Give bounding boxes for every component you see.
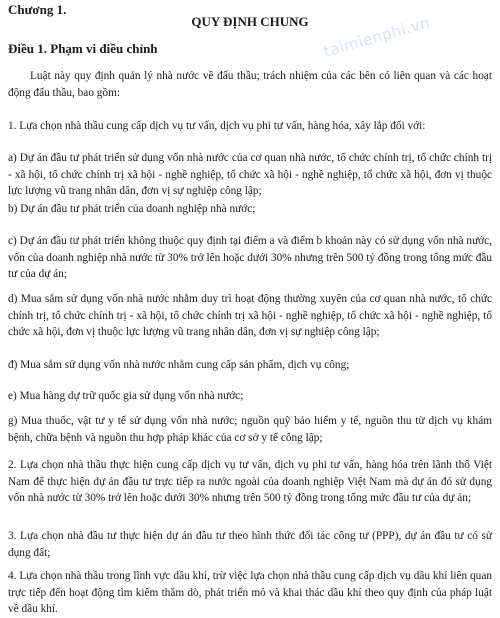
paragraph-clause-2: 2. Lựa chọn nhà thầu thực hiện cung cấp dịch vụ tư vấn, dịch vụ phi tư vấn, hàng hóa trên lãnh thổ Việt Nam để thực hiện dự án đầu tư trực tiếp ra nước ngoài của doanh nghiệp Việt Nam mà dự án đó sử dụng vốn nhà nước từ 30% trở lên hoặc dưới 30% nhưng trên 500 tỷ đồng trong tổng mức đầu tư của dự án; — [8, 459, 492, 505]
paragraph-point-c: c) Dự án đầu tư phát triển không thuộc quy định tại điểm a và điểm b khoản này có sử dụng vốn nhà nước, vốn của doanh nghiệp nhà nước từ 30% trở lên hoặc dưới 30% nhưng trên 500 tỷ đồng trong tổng mức đầu tư của dự án; — [8, 235, 492, 281]
paragraph-clause-3: 3. Lựa chọn nhà đầu tư thực hiện dự án đầu tư theo hình thức đối tác công tư (PPP), dự án đầu tư có sử dụng đất; — [8, 530, 492, 559]
watermark-logo: taimienphi.vn — [321, 13, 432, 61]
paragraph-point-dd: đ) Mua sắm sử dụng vốn nhà nước nhằm cung cấp sản phẩm, dịch vụ công; — [8, 359, 350, 371]
paragraph-intro: Luật này quy định quản lý nhà nước về đấu thầu; trách nhiệm của các bên có liên quan và các hoạt động đấu thầu, bao gồm: — [8, 70, 492, 99]
paragraph-point-a: a) Dự án đầu tư phát triển sử dụng vốn nhà nước của cơ quan nhà nước, tổ chức chính trị, tổ chức chính trị - xã hội, tổ chức chính trị xã hội - nghề nghiệp, tổ chức xã hội - nghề nghiệp, tổ chức xã hội, đơn vị thuộc lực lượng vũ trang nhân dân, đơn vị sự nghiệp công lập; — [8, 152, 492, 198]
paragraph-point-e: e) Mua hàng dự trữ quốc gia sử dụng vốn nhà nước; — [8, 390, 244, 402]
paragraph-point-b: b) Dự án đầu tư phát triển của doanh nghiệp nhà nước; — [8, 203, 256, 215]
article-heading: Điều 1. Phạm vi điều chỉnh — [8, 41, 158, 56]
paragraph-point-g: g) Mua thuốc, vật tư y tế sử dụng vốn nhà nước; nguồn quỹ bảo hiểm y tế, nguồn thu từ dịch vụ khám bệnh, chữa bệnh và nguồn thu hợp pháp khác của cơ sở y tế công lập; — [8, 415, 492, 444]
paragraph-point-d: d) Mua sắm sử dụng vốn nhà nước nhằm duy trì hoạt động thường xuyên của cơ quan nhà nước, tổ chức chính trị, tổ chức chính trị - xã hội, tổ chức chính trị xã hội - nghề nghiệp, tổ chức xã hội - nghề nghiệp, tổ chức xã hội, đơn vị thuộc lực lượng vũ trang nhân dân, đơn vị sự nghiệp công lập; — [8, 293, 492, 339]
section-title: QUY ĐỊNH CHUNG — [191, 14, 309, 29]
paragraph-clause-4: 4. Lựa chọn nhà thầu trong lĩnh vực dầu khí, trừ việc lựa chọn nhà thầu cung cấp dịch vụ dầu khí liên quan trực tiếp đến hoạt động tìm kiếm thăm dò, phát triển mỏ và khai thác dầu khí theo quy định của pháp luật về dầu khí. — [8, 570, 492, 616]
paragraph-clause-1: 1. Lựa chọn nhà thầu cung cấp dịch vụ tư vấn, dịch vụ phi tư vấn, hàng hóa, xây lắp đối với: — [8, 120, 426, 132]
chapter-heading: Chương 1. — [8, 2, 67, 17]
